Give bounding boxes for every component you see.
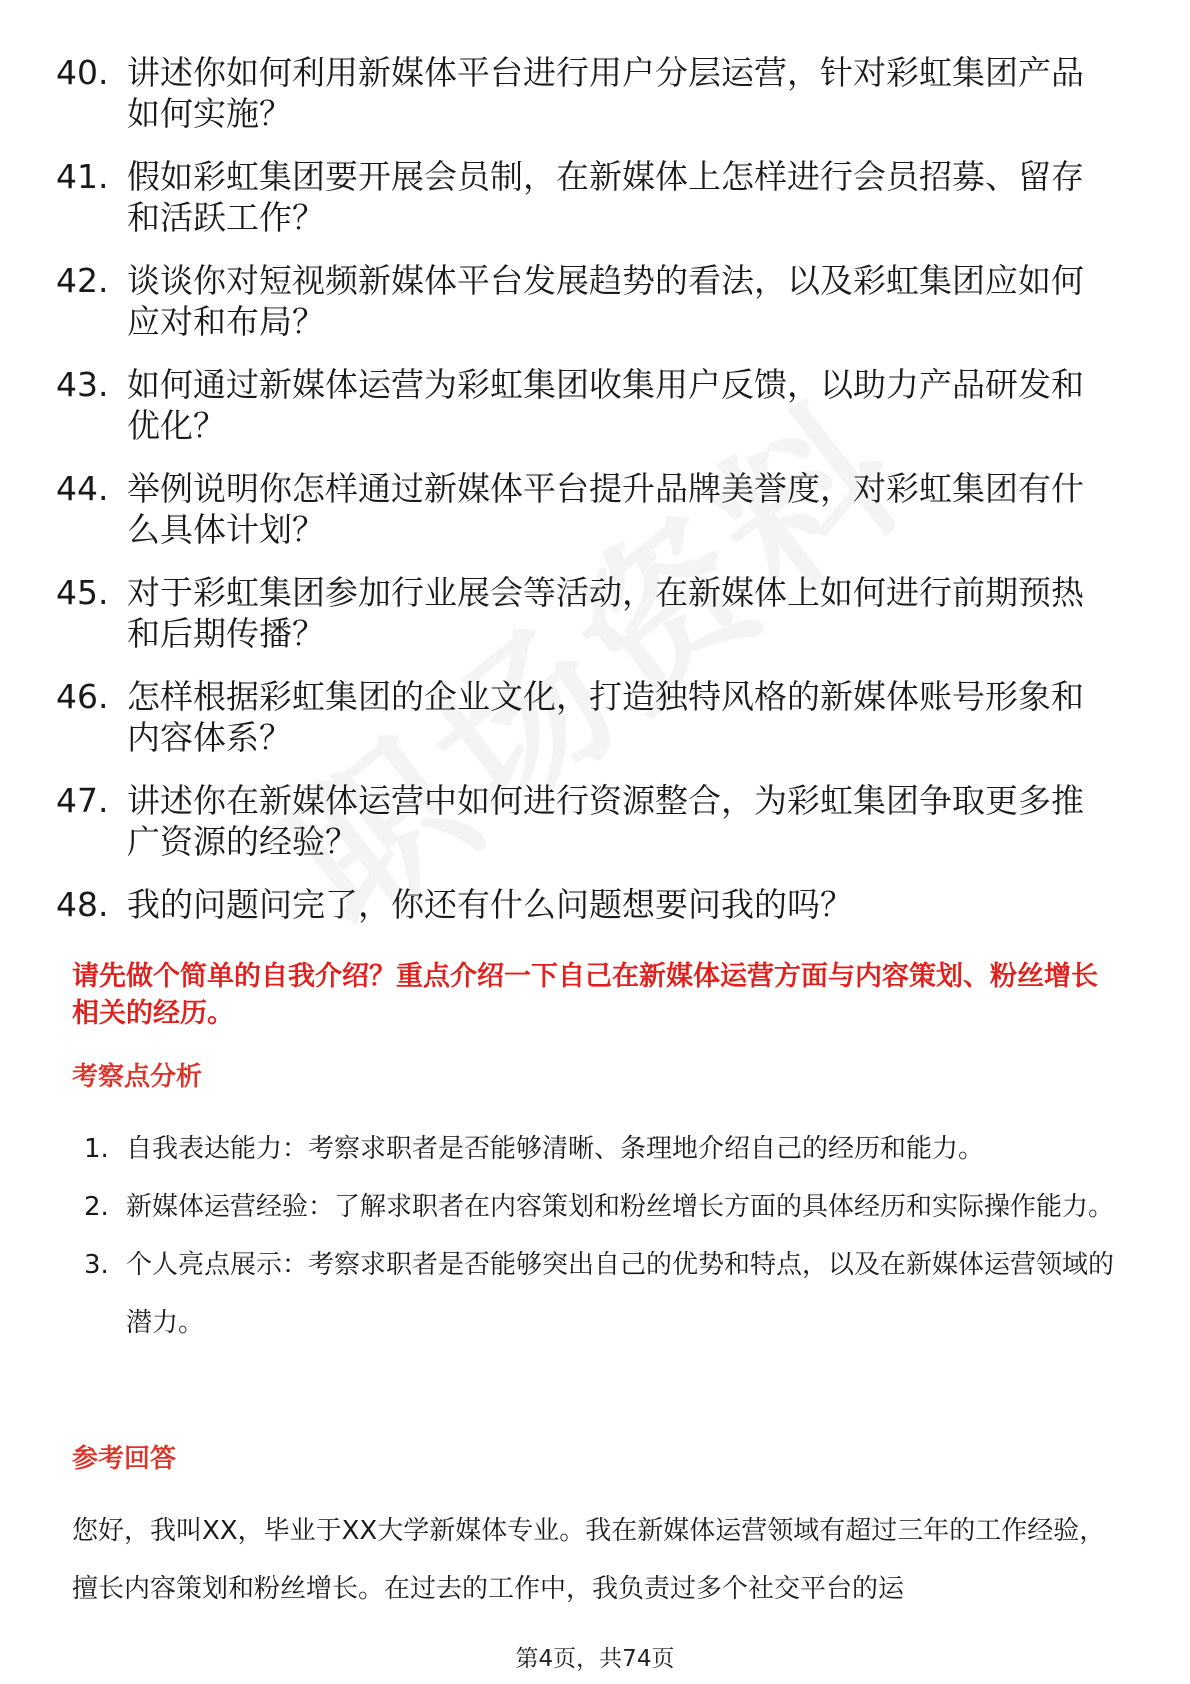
question-text: 假如彩虹集团要开展会员制，在新媒体上怎样进行会员招募、留存和活跃工作？ xyxy=(127,157,1084,237)
question-item xyxy=(56,52,1116,134)
analysis-item xyxy=(84,1178,1124,1236)
question-item xyxy=(56,572,1116,654)
question-number: 47. xyxy=(56,781,109,820)
question-number: 41. xyxy=(56,157,109,196)
question-item xyxy=(56,156,1116,238)
answer-text: 您好，我叫XX，毕业于XX大学新媒体专业。我在新媒体运营领域有超过三年的工作经验，擅长内容策划和粉丝增长。在过去的工作中，我负责过多个社交平台的运 xyxy=(72,1516,1106,1604)
featured-question: 请先做个简单的自我介绍？重点介绍一下自己在新媒体运营方面与内容策划、粉丝增长相关的经历。 xyxy=(72,961,1098,1029)
question-list xyxy=(56,52,1116,947)
analysis-text: 自我表达能力：考察求职者是否能够清晰、条理地介绍自己的经历和能力。 xyxy=(126,1134,985,1164)
question-text: 讲述你如何利用新媒体平台进行用户分层运营，针对彩虹集团产品如何实施？ xyxy=(127,53,1084,133)
question-number: 43. xyxy=(56,365,109,404)
page-footer: 第4页，共74页 xyxy=(515,1646,675,1672)
analysis-item xyxy=(84,1120,1124,1178)
question-item xyxy=(56,676,1116,758)
analysis-text: 新媒体运营经验：了解求职者在内容策划和粉丝增长方面的具体经历和实际操作能力。 xyxy=(126,1192,1115,1222)
analysis-item xyxy=(84,1236,1124,1352)
analysis-list xyxy=(84,1120,1124,1352)
question-item xyxy=(56,780,1116,862)
question-text: 谈谈你对短视频新媒体平台发展趋势的看法，以及彩虹集团应如何应对和布局？ xyxy=(127,261,1084,341)
question-number: 44. xyxy=(56,469,109,508)
question-text: 怎样根据彩虹集团的企业文化，打造独特风格的新媒体账号形象和内容体系？ xyxy=(127,677,1084,757)
question-text: 对于彩虹集团参加行业展会等活动，在新媒体上如何进行前期预热和后期传播？ xyxy=(127,573,1084,653)
answer-heading: 参考回答 xyxy=(72,1444,177,1474)
question-number: 45. xyxy=(56,573,109,612)
question-text: 讲述你在新媒体运营中如何进行资源整合，为彩虹集团争取更多推广资源的经验？ xyxy=(127,781,1084,861)
question-number: 40. xyxy=(56,53,109,92)
question-item xyxy=(56,364,1116,446)
analysis-heading: 考察点分析 xyxy=(72,1062,203,1092)
question-text: 我的问题问完了，你还有什么问题想要问我的吗？ xyxy=(127,885,853,924)
question-text: 如何通过新媒体运营为彩虹集团收集用户反馈，以助力产品研发和优化？ xyxy=(127,365,1084,445)
analysis-text: 个人亮点展示：考察求职者是否能够突出自己的优势和特点，以及在新媒体运营领域的潜力。 xyxy=(126,1250,1115,1338)
analysis-number: 2. xyxy=(84,1192,109,1222)
analysis-number: 1. xyxy=(84,1134,109,1164)
question-number: 48. xyxy=(56,885,109,924)
question-item xyxy=(56,468,1116,550)
analysis-number: 3. xyxy=(84,1250,109,1280)
question-item xyxy=(56,884,1116,925)
question-number: 46. xyxy=(56,677,109,716)
question-text: 举例说明你怎样通过新媒体平台提升品牌美誉度，对彩虹集团有什么具体计划？ xyxy=(127,469,1084,549)
question-item xyxy=(56,260,1116,342)
question-number: 42. xyxy=(56,261,109,300)
